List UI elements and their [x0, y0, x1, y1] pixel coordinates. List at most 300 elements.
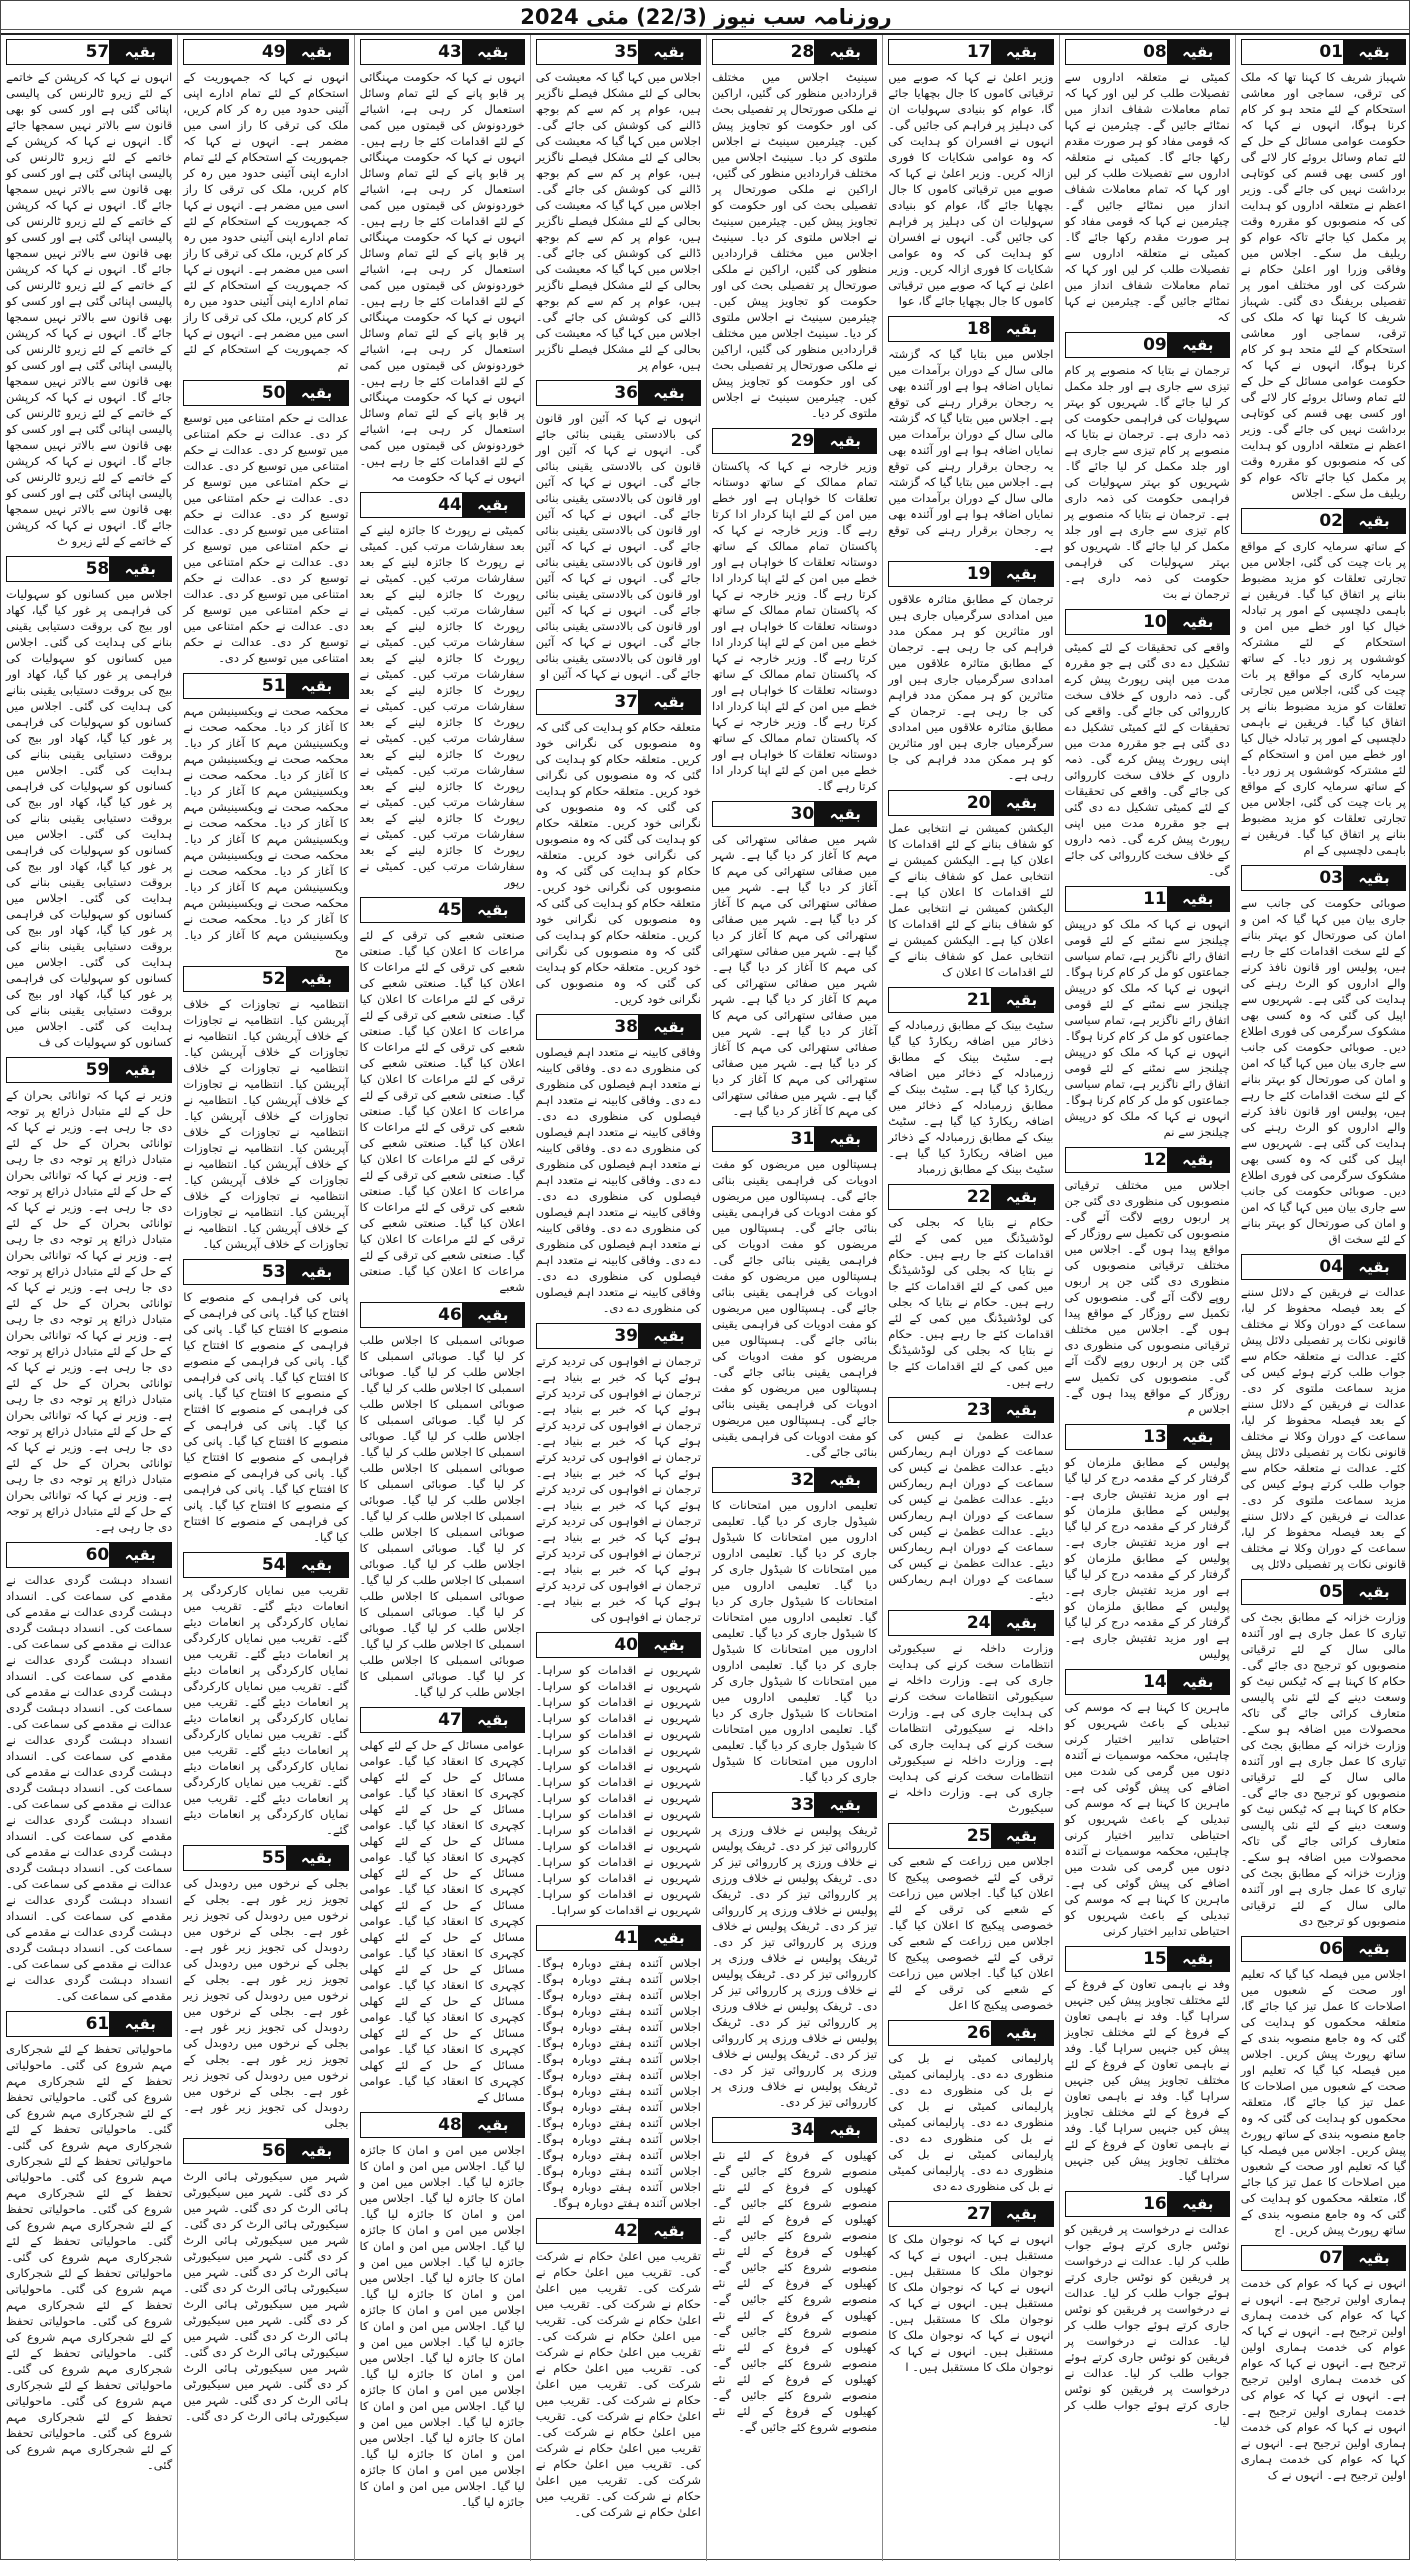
continuation-header — [536, 1925, 701, 1951]
story-text: ترجمان نے بتایا کہ منصوبے پر کام تیزی سے جاری ہے اور جلد مکمل کر لیا جائے گا۔ شہریوں کو بہتر سہولیات کی فراہمی حکومت کی ذمہ داری ہے۔ ترجمان نے بتایا کہ منصوبے پر کام تیزی سے جاری ہے اور جلد مکمل کر لیا جائے گا۔ شہریوں کو بہتر سہولیات کی فراہمی حکومت کی ذمہ داری ہے۔ ترجمان نے بتایا کہ منصوبے پر کام تیزی سے جاری ہے اور جلد مکمل کر لیا جائے گا۔ شہریوں کو بہتر سہولیات کی فراہمی حکومت کی ذمہ داری ہے۔ ترجمان نے بت — [1064, 363, 1230, 601]
story — [6, 1542, 172, 2004]
continuation-header — [183, 1259, 348, 1285]
story-text: ترجمان نے افواہوں کی تردید کرتے ہوئے کہا کہ خبر بے بنیاد ہے۔ ترجمان نے افواہوں کی تردید کرتے ہوئے کہا کہ خبر بے بنیاد ہے۔ ترجمان نے افواہوں کی تردید کرتے ہوئے کہا کہ خبر بے بنیاد ہے۔ ترجمان نے افواہوں کی تردید کرتے ہوئے کہا کہ خبر بے بنیاد ہے۔ ترجمان نے افواہوں کی تردید کرتے ہوئے کہا کہ خبر بے بنیاد ہے۔ ترجمان نے افواہوں کی تردید کرتے ہوئے کہا کہ خبر بے بنیاد ہے۔ ترجمان نے افواہوں کی تردید کرتے ہوئے کہا کہ خبر بے بنیاد ہے۔ ترجمان نے افواہوں کی تردید کرتے ہوئے کہا کہ خبر بے بنیاد ہے۔ ترجمان نے افواہوں کی — [535, 1354, 701, 1624]
continuation-header — [1065, 332, 1230, 358]
story-number — [1242, 1255, 1343, 1279]
story-number — [537, 1015, 638, 1039]
story — [1065, 332, 1230, 602]
continuation-label: بقیہ — [991, 2202, 1053, 2226]
story-number — [184, 1260, 285, 1284]
story-number-text: 40 — [614, 1635, 638, 1655]
story — [1241, 508, 1406, 858]
continuation-label: بقیہ — [286, 40, 348, 64]
story-number — [184, 1553, 285, 1577]
story-number — [1242, 40, 1343, 64]
story-number — [1066, 2192, 1167, 2216]
continuation-header — [1065, 609, 1230, 635]
continuation-label: بقیہ — [991, 1185, 1053, 1209]
continuation-label: بقیہ — [462, 898, 524, 922]
story-text: اجلاس میں فیصلہ کیا گیا کہ تعلیم اور صحت کے شعبوں میں اصلاحات کا عمل تیز کیا جائے گا، متعلقہ محکموں کو ہدایت کی گئی کہ وہ جامع منصوبہ بندی کے ساتھ رپورٹ پیش کریں۔ اجلاس میں فیصلہ کیا گیا کہ تعلیم اور صحت کے شعبوں میں اصلاحات کا عمل تیز کیا جائے گا، متعلقہ محکموں کو ہدایت کی گئی کہ وہ جامع منصوبہ بندی کے ساتھ رپورٹ پیش کریں۔ اجلاس میں فیصلہ کیا گیا کہ تعلیم اور صحت کے شعبوں میں اصلاحات کا عمل تیز کیا جائے گا، متعلقہ محکموں کو ہدایت کی گئی کہ وہ جامع منصوبہ بندی کے ساتھ رپورٹ پیش کریں۔ اج — [1240, 1967, 1406, 2237]
continuation-header — [1241, 2245, 1406, 2271]
story — [360, 39, 525, 485]
story-number-text: 22 — [966, 1187, 991, 1207]
continuation-header — [888, 1610, 1053, 1636]
story-number-text: 41 — [614, 1928, 638, 1948]
story-number — [889, 1185, 990, 1209]
continuation-label: بقیہ — [814, 1793, 876, 1817]
story — [183, 673, 348, 959]
continuation-header — [183, 673, 348, 699]
continuation-header — [712, 801, 877, 827]
story-number — [537, 1324, 638, 1348]
continuation-header — [1065, 2191, 1230, 2217]
story — [712, 1467, 877, 1785]
story-number — [361, 898, 462, 922]
story-number — [1242, 509, 1343, 533]
continuation-header — [183, 1552, 348, 1578]
continuation-header — [6, 556, 172, 582]
continuation-label: بقیہ — [1343, 1937, 1405, 1961]
continuation-header — [888, 2020, 1053, 2046]
story — [1065, 609, 1230, 879]
story-number — [889, 988, 990, 1012]
continuation-label: بقیہ — [1343, 40, 1405, 64]
continuation-header — [183, 966, 348, 992]
continuation-label: بقیہ — [286, 381, 348, 405]
continuation-label: بقیہ — [1343, 509, 1405, 533]
continuation-label: بقیہ — [991, 317, 1053, 341]
continuation-header — [536, 2218, 701, 2244]
continuation-label: بقیہ — [814, 2118, 876, 2142]
story-number — [889, 1611, 990, 1635]
story-text: شہباز شریف کا کہنا تھا کہ ملک کی ترقی، سماجی اور معاشی استحکام کے لئے متحد ہو کر کام کرنا ہوگا، انہوں نے کہا کہ حکومت عوامی مسائل کے حل کے لئے تمام وسائل بروئے کار لائے گی اور کسی بھی قسم کی کوتاہی برداشت نہیں کی جائے گی۔ وزیر اعظم نے متعلقہ اداروں کو ہدایت کی کہ منصوبوں کو مقررہ وقت پر مکمل کیا جائے تاکہ عوام کو ریلیف مل سکے۔ اجلاس میں وفاقی وزرا اور اعلیٰ حکام نے شرکت کی اور مختلف امور پر تفصیلی بریفنگ دی گئی۔ شہباز شریف کا کہنا تھا کہ ملک کی ترقی، سماجی اور معاشی استحکام کے لئے متحد ہو کر کام کرنا ہوگا، انہوں نے کہا کہ حکومت عوامی مسائل کے حل کے لئے تمام وسائل بروئے کار لائے گی اور کسی بھی قسم کی کوتاہی برداشت نہیں کی جائے گی۔ وزیر اعظم نے متعلقہ اداروں کو ہدایت کی کہ منصوبوں کو مقررہ وقت پر مکمل کیا جائے تاکہ عوام کو ریلیف مل سکے۔ اجلاس — [1240, 70, 1406, 500]
continuation-label: بقیہ — [1167, 610, 1229, 634]
story — [536, 380, 701, 682]
story-number-text: 23 — [966, 1400, 991, 1420]
story — [536, 1014, 701, 1316]
story-text: اجلاس میں کہا گیا کہ معیشت کی بحالی کے لئے مشکل فیصلے ناگزیر ہیں، عوام پر کم سے کم بوجھ ڈالنے کی کوشش کی جائے گی۔ اجلاس میں کہا گیا کہ معیشت کی بحالی کے لئے مشکل فیصلے ناگزیر ہیں، عوام پر کم سے کم بوجھ ڈالنے کی کوشش کی جائے گی۔ اجلاس میں کہا گیا کہ معیشت کی بحالی کے لئے مشکل فیصلے ناگزیر ہیں، عوام پر کم سے کم بوجھ ڈالنے کی کوشش کی جائے گی۔ اجلاس میں کہا گیا کہ معیشت کی بحالی کے لئے مشکل فیصلے ناگزیر ہیں، عوام پر کم سے کم بوجھ ڈالنے کی کوشش کی جائے گی۔ اجلاس میں کہا گیا کہ معیشت کی بحالی کے لئے مشکل فیصلے ناگزیر ہیں، عوام پر — [535, 70, 701, 372]
story-text: وزیر خارجہ نے کہا کہ پاکستان تمام ممالک کے ساتھ دوستانہ تعلقات کا خواہاں ہے اور خطے میں امن کے لئے اپنا کردار ادا کرتا رہے گا۔ وزیر خارجہ نے کہا کہ پاکستان تمام ممالک کے ساتھ دوستانہ تعلقات کا خواہاں ہے اور خطے میں امن کے لئے اپنا کردار ادا کرتا رہے گا۔ وزیر خارجہ نے کہا کہ پاکستان تمام ممالک کے ساتھ دوستانہ تعلقات کا خواہاں ہے اور خطے میں امن کے لئے اپنا کردار ادا کرتا رہے گا۔ وزیر خارجہ نے کہا کہ پاکستان تمام ممالک کے ساتھ دوستانہ تعلقات کا خواہاں ہے اور خطے میں امن کے لئے اپنا کردار ادا کرتا رہے گا۔ وزیر خارجہ نے کہا کہ پاکستان تمام ممالک کے ساتھ دوستانہ تعلقات کا خواہاں ہے اور خطے میں امن کے لئے اپنا کردار ادا کرتا رہے گا۔ — [712, 459, 878, 793]
story-number-text: 35 — [614, 42, 638, 62]
story — [536, 1632, 701, 1918]
story-text: ترجمان کے مطابق متاثرہ علاقوں میں امدادی سرگرمیاں جاری ہیں اور متاثرین کو ہر ممکن مدد فراہم کی جا رہی ہے۔ ترجمان کے مطابق متاثرہ علاقوں میں امدادی سرگرمیاں جاری ہیں اور متاثرین کو ہر ممکن مدد فراہم کی جا رہی ہے۔ ترجمان کے مطابق متاثرہ علاقوں میں امدادی سرگرمیاں جاری ہیں اور متاثرین کو ہر ممکن مدد فراہم کی جا رہی ہے۔ — [888, 592, 1054, 782]
continuation-header — [1065, 886, 1230, 912]
story-text: وزارت خزانہ کے مطابق بجٹ کی تیاری کا عمل جاری ہے اور آئندہ مالی سال کے لئے ترقیاتی منصوبوں کو ترجیح دی جائے گی۔ حکام کا کہنا ہے کہ ٹیکس نیٹ کو وسعت دینے کے لئے نئی پالیسی متعارف کرائی جائے گی تاکہ محصولات میں اضافہ ہو سکے۔ وزارت خزانہ کے مطابق بجٹ کی تیاری کا عمل جاری ہے اور آئندہ مالی سال کے لئے ترقیاتی منصوبوں کو ترجیح دی جائے گی۔ حکام کا کہنا ہے کہ ٹیکس نیٹ کو وسعت دینے کے لئے نئی پالیسی متعارف کرائی جائے گی تاکہ محصولات میں اضافہ ہو سکے۔ وزارت خزانہ کے مطابق بجٹ کی تیاری کا عمل جاری ہے اور آئندہ مالی سال کے لئے ترقیاتی منصوبوں کو ترجیح دی — [1240, 1610, 1406, 1928]
story — [183, 1845, 348, 2131]
story — [1065, 1147, 1230, 1417]
continuation-header — [1241, 1579, 1406, 1605]
continuation-header — [888, 316, 1053, 342]
column — [354, 35, 530, 2561]
story — [360, 1707, 525, 2105]
continuation-label: بقیہ — [991, 40, 1053, 64]
story — [1241, 39, 1406, 501]
story-number-text: 17 — [966, 42, 991, 62]
story-text: انہوں نے کہا کہ ملک کو درپیش چیلنجز سے نمٹنے کے لئے قومی اتفاق رائے ناگزیر ہے، تمام سیاسی جماعتوں کو مل کر کام کرنا ہوگا۔ انہوں نے کہا کہ ملک کو درپیش چیلنجز سے نمٹنے کے لئے قومی اتفاق رائے ناگزیر ہے، تمام سیاسی جماعتوں کو مل کر کام کرنا ہوگا۔ انہوں نے کہا کہ ملک کو درپیش چیلنجز سے نمٹنے کے لئے قومی اتفاق رائے ناگزیر ہے، تمام سیاسی جماعتوں کو مل کر کام کرنا ہوگا۔ انہوں نے کہا کہ ملک کو درپیش چیلنجز سے نم — [1064, 917, 1230, 1139]
continuation-label: بقیہ — [109, 40, 171, 64]
continuation-header — [1065, 1669, 1230, 1695]
story — [712, 39, 877, 421]
continuation-label: بقیہ — [638, 690, 700, 714]
story-number-text: 55 — [261, 1848, 286, 1868]
continuation-label: بقیہ — [1343, 2246, 1405, 2270]
continuation-header — [1065, 1147, 1230, 1173]
column — [1, 35, 177, 2561]
story-text: تقریب میں اعلیٰ حکام نے شرکت کی۔ تقریب میں اعلیٰ حکام نے شرکت کی۔ تقریب میں اعلیٰ حکام نے شرکت کی۔ تقریب میں اعلیٰ حکام نے شرکت کی۔ تقریب میں اعلیٰ حکام نے شرکت کی۔ تقریب میں اعلیٰ حکام نے شرکت کی۔ تقریب میں اعلیٰ حکام نے شرکت کی۔ تقریب میں اعلیٰ حکام نے شرکت کی۔ تقریب میں اعلیٰ حکام نے شرکت کی۔ تقریب میں اعلیٰ حکام نے شرکت کی۔ تقریب میں اعلیٰ حکام نے شرکت کی۔ تقریب میں اعلیٰ حکام نے شرکت کی۔ تقریب میں اعلیٰ حکام نے شرکت کی۔ تقریب میں اعلیٰ حکام نے شرکت کی۔ — [535, 2249, 701, 2519]
continuation-header — [183, 1845, 348, 1871]
continuation-label: بقیہ — [814, 1468, 876, 1492]
continuation-label: بقیہ — [638, 1015, 700, 1039]
story-number-text: 28 — [790, 42, 815, 62]
continuation-label: بقیہ — [814, 1127, 876, 1151]
story-number — [889, 317, 990, 341]
story-text: وزیر نے کہا کہ توانائی بحران کے حل کے لئے متبادل ذرائع پر توجہ دی جا رہی ہے۔ وزیر نے کہا کہ توانائی بحران کے حل کے لئے متبادل ذرائع پر توجہ دی جا رہی ہے۔ وزیر نے کہا کہ توانائی بحران کے حل کے لئے متبادل ذرائع پر توجہ دی جا رہی ہے۔ وزیر نے کہا کہ توانائی بحران کے حل کے لئے متبادل ذرائع پر توجہ دی جا رہی ہے۔ وزیر نے کہا کہ توانائی بحران کے حل کے لئے متبادل ذرائع پر توجہ دی جا رہی ہے۔ وزیر نے کہا کہ توانائی بحران کے حل کے لئے متبادل ذرائع پر توجہ دی جا رہی ہے۔ وزیر نے کہا کہ توانائی بحران کے حل کے لئے متبادل ذرائع پر توجہ دی جا رہی ہے۔ وزیر نے کہا کہ توانائی بحران کے حل کے لئے متبادل ذرائع پر توجہ دی جا رہی ہے۔ وزیر نے کہا کہ توانائی بحران کے حل کے لئے متبادل ذرائع پر توجہ دی جا رہی ہے۔ وزیر نے کہا کہ توانائی بحران کے حل کے لئے متبادل ذرائع پر توجہ دی جا رہی ہے۔ وزیر نے کہا کہ توانائی بحران کے حل کے لئے متبادل ذرائع پر توجہ دی جا رہی ہے۔ — [6, 1088, 173, 1534]
continuation-label: بقیہ — [286, 1260, 348, 1284]
story-number — [7, 1058, 109, 1082]
story — [1065, 2191, 1230, 2429]
story — [712, 428, 877, 794]
story-number-text: 38 — [614, 1017, 638, 1037]
continuation-label: بقیہ — [462, 40, 524, 64]
continuation-label: بقیہ — [638, 2219, 700, 2243]
story-number-text: 50 — [261, 383, 286, 403]
story-number-text: 36 — [614, 383, 638, 403]
continuation-label: بقیہ — [638, 381, 700, 405]
story-text: انہوں نے کہا کہ کرپشن کے خاتمے کے لئے زیرو ٹالرنس کی پالیسی اپنائی گئی ہے اور کسی کو بھی قانون سے بالاتر نہیں سمجھا جائے گا۔ انہوں نے کہا کہ کرپشن کے خاتمے کے لئے زیرو ٹالرنس کی پالیسی اپنائی گئی ہے اور کسی کو بھی قانون سے بالاتر نہیں سمجھا جائے گا۔ انہوں نے کہا کہ کرپشن کے خاتمے کے لئے زیرو ٹالرنس کی پالیسی اپنائی گئی ہے اور کسی کو بھی قانون سے بالاتر نہیں سمجھا جائے گا۔ انہوں نے کہا کہ کرپشن کے خاتمے کے لئے زیرو ٹالرنس کی پالیسی اپنائی گئی ہے اور کسی کو بھی قانون سے بالاتر نہیں سمجھا جائے گا۔ انہوں نے کہا کہ کرپشن کے خاتمے کے لئے زیرو ٹالرنس کی پالیسی اپنائی گئی ہے اور کسی کو بھی قانون سے بالاتر نہیں سمجھا جائے گا۔ انہوں نے کہا کہ کرپشن کے خاتمے کے لئے زیرو ٹالرنس کی پالیسی اپنائی گئی ہے اور کسی کو بھی قانون سے بالاتر نہیں سمجھا جائے گا۔ انہوں نے کہا کہ کرپشن کے خاتمے کے لئے زیرو ٹالرنس کی پالیسی اپنائی گئی ہے اور کسی کو بھی قانون سے بالاتر نہیں سمجھا جائے گا۔ انہوں نے کہا کہ کرپشن کے خاتمے کے لئے زیرو ٹ — [6, 70, 173, 548]
story-text: متعلقہ حکام کو ہدایت کی گئی کہ وہ منصوبوں کی نگرانی خود کریں۔ متعلقہ حکام کو ہدایت کی گئی کہ وہ منصوبوں کی نگرانی خود کریں۔ متعلقہ حکام کو ہدایت کی گئی کہ وہ منصوبوں کی نگرانی خود کریں۔ متعلقہ حکام کو ہدایت کی گئی کہ وہ منصوبوں کی نگرانی خود کریں۔ متعلقہ حکام کو ہدایت کی گئی کہ وہ منصوبوں کی نگرانی خود کریں۔ متعلقہ حکام کو ہدایت کی گئی کہ وہ منصوبوں کی نگرانی خود کریں۔ متعلقہ حکام کو ہدایت کی گئی کہ وہ منصوبوں کی نگرانی خود کریں۔ متعلقہ حکام کو ہدایت کی گئی کہ وہ منصوبوں کی نگرانی خود کریں۔ — [535, 720, 701, 1006]
continuation-label: بقیہ — [1343, 1580, 1405, 1604]
column — [530, 35, 706, 2561]
story-text: بجلی کے نرخوں میں ردوبدل کی تجویز زیر غور ہے۔ بجلی کے نرخوں میں ردوبدل کی تجویز زیر غور ہے۔ بجلی کے نرخوں میں ردوبدل کی تجویز زیر غور ہے۔ بجلی کے نرخوں میں ردوبدل کی تجویز زیر غور ہے۔ بجلی کے نرخوں میں ردوبدل کی تجویز زیر غور ہے۔ بجلی کے نرخوں میں ردوبدل کی تجویز زیر غور ہے۔ بجلی کے نرخوں میں ردوبدل کی تجویز زیر غور ہے۔ بجلی کے نرخوں میں ردوبدل کی تجویز زیر غور ہے۔ بجلی کے نرخوں میں ردوبدل کی تجویز زیر غور ہے۔ بجلی — [183, 1876, 349, 2130]
story-text: اجلاس میں بتایا گیا کہ گزشتہ مالی سال کے دوران برآمدات میں نمایاں اضافہ ہوا ہے اور آئندہ بھی یہ رجحان برقرار رہنے کی توقع ہے۔ اجلاس میں بتایا گیا کہ گزشتہ مالی سال کے دوران برآمدات میں نمایاں اضافہ ہوا ہے اور آئندہ بھی یہ رجحان برقرار رہنے کی توقع ہے۔ اجلاس میں بتایا گیا کہ گزشتہ مالی سال کے دوران برآمدات میں نمایاں اضافہ ہوا ہے اور آئندہ بھی یہ رجحان برقرار رہنے کی توقع ہے۔ — [888, 347, 1054, 553]
story — [888, 2020, 1053, 2194]
story-number — [713, 40, 814, 64]
story — [1065, 886, 1230, 1140]
story-text: شہر میں صفائی ستھرائی کی مہم کا آغاز کر دیا گیا ہے۔ شہر میں صفائی ستھرائی کی مہم کا آغاز کر دیا گیا ہے۔ شہر میں صفائی ستھرائی کی مہم کا آغاز کر دیا گیا ہے۔ شہر میں صفائی ستھرائی کی مہم کا آغاز کر دیا گیا ہے۔ شہر میں صفائی ستھرائی کی مہم کا آغاز کر دیا گیا ہے۔ شہر میں صفائی ستھرائی کی مہم کا آغاز کر دیا گیا ہے۔ شہر میں صفائی ستھرائی کی مہم کا آغاز کر دیا گیا ہے۔ شہر میں صفائی ستھرائی کی مہم کا آغاز کر دیا گیا ہے۔ شہر میں صفائی ستھرائی کی مہم کا آغاز کر دیا گیا ہے۔ شہر میں صفائی ستھرائی کی مہم کا آغاز کر دیا گیا ہے۔ — [712, 832, 878, 1118]
story-text: سٹیٹ بینک کے مطابق زرمبادلہ کے ذخائر میں اضافہ ریکارڈ کیا گیا ہے۔ سٹیٹ بینک کے مطابق زرمبادلہ کے ذخائر میں اضافہ ریکارڈ کیا گیا ہے۔ سٹیٹ بینک کے مطابق زرمبادلہ کے ذخائر میں اضافہ ریکارڈ کیا گیا ہے۔ سٹیٹ بینک کے مطابق زرمبادلہ کے ذخائر میں اضافہ ریکارڈ کیا گیا ہے۔ سٹیٹ بینک کے مطابق زرمباد — [888, 1018, 1054, 1176]
story-number — [1066, 1148, 1167, 1172]
story-text: کمیٹی نے رپورٹ کا جائزہ لینے کے بعد سفارشات مرتب کیں۔ کمیٹی نے رپورٹ کا جائزہ لینے کے بعد سفارشات مرتب کیں۔ کمیٹی نے رپورٹ کا جائزہ لینے کے بعد سفارشات مرتب کیں۔ کمیٹی نے رپورٹ کا جائزہ لینے کے بعد سفارشات مرتب کیں۔ کمیٹی نے رپورٹ کا جائزہ لینے کے بعد سفارشات مرتب کیں۔ کمیٹی نے رپورٹ کا جائزہ لینے کے بعد سفارشات مرتب کیں۔ کمیٹی نے رپورٹ کا جائزہ لینے کے بعد سفارشات مرتب کیں۔ کمیٹی نے رپورٹ کا جائزہ لینے کے بعد سفارشات مرتب کیں۔ کمیٹی نے رپورٹ کا جائزہ لینے کے بعد سفارشات مرتب کیں۔ کمیٹی نے رپورٹ کا جائزہ لینے کے بعد سفارشات مرتب کیں۔ کمیٹی نے رپورٹ کا جائزہ لینے کے بعد سفارشات مرتب کیں۔ کمیٹی نے رپور — [359, 523, 525, 889]
story-number — [713, 2118, 814, 2142]
story — [888, 790, 1053, 980]
continuation-label: بقیہ — [1167, 887, 1229, 911]
story-text: کے ساتھ سرمایہ کاری کے مواقع پر بات چیت کی گئی، اجلاس میں تجارتی تعلقات کو مزید مضبوط بنانے پر اتفاق کیا گیا۔ فریقین نے باہمی دلچسپی کے امور پر تبادلہ خیال کیا اور خطے میں امن و استحکام کے لئے مشترکہ کوششوں پر زور دیا۔ کے ساتھ سرمایہ کاری کے مواقع پر بات چیت کی گئی، اجلاس میں تجارتی تعلقات کو مزید مضبوط بنانے پر اتفاق کیا گیا۔ فریقین نے باہمی دلچسپی کے امور پر تبادلہ خیال کیا اور خطے میں امن و استحکام کے لئے مشترکہ کوششوں پر زور دیا۔ کے ساتھ سرمایہ کاری کے مواقع پر بات چیت کی گئی، اجلاس میں تجارتی تعلقات کو مزید مضبوط بنانے پر اتفاق کیا گیا۔ فریقین نے باہمی دلچسپی کے ام — [1240, 539, 1406, 857]
story-text: تعلیمی اداروں میں امتحانات کا شیڈول جاری کر دیا گیا۔ تعلیمی اداروں میں امتحانات کا شیڈول جاری کر دیا گیا۔ تعلیمی اداروں میں امتحانات کا شیڈول جاری کر دیا گیا۔ تعلیمی اداروں میں امتحانات کا شیڈول جاری کر دیا گیا۔ تعلیمی اداروں میں امتحانات کا شیڈول جاری کر دیا گیا۔ تعلیمی اداروں میں امتحانات کا شیڈول جاری کر دیا گیا۔ تعلیمی اداروں میں امتحانات کا شیڈول جاری کر دیا گیا۔ تعلیمی اداروں میں امتحانات کا شیڈول جاری کر دیا گیا۔ تعلیمی اداروں میں امتحانات کا شیڈول جاری کر دیا گیا۔ تعلیمی اداروں میں امتحانات کا شیڈول جاری کر دیا گیا۔ — [712, 1498, 878, 1784]
story-number-text: 24 — [966, 1613, 991, 1633]
continuation-header — [1241, 1254, 1406, 1280]
story-number — [184, 2139, 285, 2163]
story-text: اجلاس میں مختلف ترقیاتی منصوبوں کی منظوری دی گئی جن پر اربوں روپے لاگت آئے گی۔ منصوبوں کی تکمیل سے روزگار کے مواقع پیدا ہوں گے۔ اجلاس میں مختلف ترقیاتی منصوبوں کی منظوری دی گئی جن پر اربوں روپے لاگت آئے گی۔ منصوبوں کی تکمیل سے روزگار کے مواقع پیدا ہوں گے۔ اجلاس میں مختلف ترقیاتی منصوبوں کی منظوری دی گئی جن پر اربوں روپے لاگت آئے گی۔ منصوبوں کی تکمیل سے روزگار کے مواقع پیدا ہوں گے۔ اجلاس م — [1064, 1178, 1230, 1416]
story-number-text: 60 — [85, 1545, 110, 1565]
story-text: حکام نے بتایا کہ بجلی کی لوڈشیڈنگ میں کمی کے لئے اقدامات کئے جا رہے ہیں۔ حکام نے بتایا کہ بجلی کی لوڈشیڈنگ میں کمی کے لئے اقدامات کئے جا رہے ہیں۔ حکام نے بتایا کہ بجلی کی لوڈشیڈنگ میں کمی کے لئے اقدامات کئے جا رہے ہیں۔ حکام نے بتایا کہ بجلی کی لوڈشیڈنگ میں کمی کے لئے اقدامات کئے جا رہے ہیں۔ — [888, 1215, 1054, 1389]
continuation-header — [360, 1707, 525, 1733]
story-number — [361, 2113, 462, 2137]
story-number — [7, 1543, 109, 1567]
story-number-text: 03 — [1319, 868, 1343, 888]
continuation-label: بقیہ — [814, 429, 876, 453]
continuation-header — [183, 2138, 348, 2164]
continuation-header — [6, 2011, 172, 2037]
story-number — [713, 802, 814, 826]
continuation-label: بقیہ — [109, 1058, 171, 1082]
story-number — [889, 1824, 990, 1848]
story-number-text: 30 — [790, 804, 815, 824]
story — [183, 1552, 348, 1838]
story-text: شہریوں نے اقدامات کو سراہا۔ شہریوں نے اقدامات کو سراہا۔ شہریوں نے اقدامات کو سراہا۔ شہریوں نے اقدامات کو سراہا۔ شہریوں نے اقدامات کو سراہا۔ شہریوں نے اقدامات کو سراہا۔ شہریوں نے اقدامات کو سراہا۔ شہریوں نے اقدامات کو سراہا۔ شہریوں نے اقدامات کو سراہا۔ شہریوں نے اقدامات کو سراہا۔ شہریوں نے اقدامات کو سراہا۔ شہریوں نے اقدامات کو سراہا۔ شہریوں نے اقدامات کو سراہا۔ شہریوں نے اقدامات کو سراہا۔ شہریوں نے اقدامات کو سراہا۔ شہریوں نے اقدامات کو سراہا۔ — [535, 1663, 701, 1917]
story-number — [1242, 2246, 1343, 2270]
story-number — [889, 40, 990, 64]
story-number — [1066, 1947, 1167, 1971]
continuation-label: بقیہ — [286, 967, 348, 991]
story-number-text: 08 — [1143, 42, 1167, 62]
continuation-header — [360, 1302, 525, 1328]
continuation-header — [1065, 1424, 1230, 1450]
story — [6, 39, 172, 549]
story-number-text: 29 — [790, 431, 815, 451]
continuation-label: بقیہ — [462, 1708, 524, 1732]
story-number-text: 20 — [966, 793, 991, 813]
continuation-header — [888, 790, 1053, 816]
story — [1241, 1936, 1406, 2238]
masthead-rule — [1, 29, 1410, 30]
continuation-header — [536, 39, 701, 65]
continuation-header — [536, 1632, 701, 1658]
story-number-text: 16 — [1143, 2194, 1167, 2214]
story-number-text: 45 — [438, 900, 462, 920]
story-number — [184, 674, 285, 698]
story-number-text: 58 — [85, 559, 110, 579]
story-text: ٹریفک پولیس نے خلاف ورزی پر کارروائی تیز کر دی۔ ٹریفک پولیس نے خلاف ورزی پر کارروائی تیز کر دی۔ ٹریفک پولیس نے خلاف ورزی پر کارروائی تیز کر دی۔ ٹریفک پولیس نے خلاف ورزی پر کارروائی تیز کر دی۔ ٹریفک پولیس نے خلاف ورزی پر کارروائی تیز کر دی۔ ٹریفک پولیس نے خلاف ورزی پر کارروائی تیز کر دی۔ ٹریفک پولیس نے خلاف ورزی پر کارروائی تیز کر دی۔ ٹریفک پولیس نے خلاف ورزی پر کارروائی تیز کر دی۔ ٹریفک پولیس نے خلاف ورزی پر کارروائی تیز کر دی۔ ٹریفک پولیس نے خلاف ورزی پر کارروائی تیز کر دی۔ ٹریفک پولیس نے خلاف ورزی پر کارروائی تیز کر دی۔ — [712, 1823, 878, 2109]
story-text: ماحولیاتی تحفظ کے لئے شجرکاری مہم شروع کی گئی۔ ماحولیاتی تحفظ کے لئے شجرکاری مہم شروع کی گئی۔ ماحولیاتی تحفظ کے لئے شجرکاری مہم شروع کی گئی۔ ماحولیاتی تحفظ کے لئے شجرکاری مہم شروع کی گئی۔ ماحولیاتی تحفظ کے لئے شجرکاری مہم شروع کی گئی۔ ماحولیاتی تحفظ کے لئے شجرکاری مہم شروع کی گئی۔ ماحولیاتی تحفظ کے لئے شجرکاری مہم شروع کی گئی۔ ماحولیاتی تحفظ کے لئے شجرکاری مہم شروع کی گئی۔ ماحولیاتی تحفظ کے لئے شجرکاری مہم شروع کی گئی۔ ماحولیاتی تحفظ کے لئے شجرکاری مہم شروع کی گئی۔ ماحولیاتی تحفظ کے لئے شجرکاری مہم شروع کی گئی۔ ماحولیاتی تحفظ کے لئے شجرکاری مہم شروع کی گئی۔ ماحولیاتی تحفظ کے لئے شجرکاری مہم شروع کی گئی۔ ماحولیاتی تحفظ کے لئے شجرکاری مہم شروع کی گئی۔ ماحولیاتی تحفظ کے لئے شجرکاری مہم شروع کی گئی۔ — [6, 2042, 173, 2472]
story — [888, 316, 1053, 554]
story-text: الیکشن کمیشن نے انتخابی عمل کو شفاف بنانے کے لئے اقدامات کا اعلان کیا ہے۔ الیکشن کمیشن نے انتخابی عمل کو شفاف بنانے کے لئے اقدامات کا اعلان کیا ہے۔ الیکشن کمیشن نے انتخابی عمل کو شفاف بنانے کے لئے اقدامات کا اعلان کیا ہے۔ الیکشن کمیشن نے انتخابی عمل کو شفاف بنانے کے لئے اقدامات کا اعلان ک — [888, 821, 1054, 979]
story — [183, 2138, 348, 2424]
story-number-text: 47 — [438, 1710, 462, 1730]
story-text: پارلیمانی کمیٹی نے بل کی منظوری دے دی۔ پارلیمانی کمیٹی نے بل کی منظوری دے دی۔ پارلیمانی کمیٹی نے بل کی منظوری دے دی۔ پارلیمانی کمیٹی نے بل کی منظوری دے دی۔ پارلیمانی کمیٹی نے بل کی منظوری دے دی۔ پارلیمانی کمیٹی نے بل کی منظوری دے دی — [888, 2051, 1054, 2193]
story-text: ماہرین کا کہنا ہے کہ موسم کی تبدیلی کے باعث شہریوں کو احتیاطی تدابیر اختیار کرنی چاہئیں، محکمہ موسمیات نے آئندہ دنوں میں گرمی کی شدت میں اضافے کی پیش گوئی کی ہے۔ ماہرین کا کہنا ہے کہ موسم کی تبدیلی کے باعث شہریوں کو احتیاطی تدابیر اختیار کرنی چاہئیں، محکمہ موسمیات نے آئندہ دنوں میں گرمی کی شدت میں اضافے کی پیش گوئی کی ہے۔ ماہرین کا کہنا ہے کہ موسم کی تبدیلی کے باعث شہریوں کو احتیاطی تدابیر اختیار کرنی — [1064, 1700, 1230, 1938]
continuation-header — [888, 1184, 1053, 1210]
story-text: تقریب میں نمایاں کارکردگی پر انعامات دیئے گئے۔ تقریب میں نمایاں کارکردگی پر انعامات دیئے گئے۔ تقریب میں نمایاں کارکردگی پر انعامات دیئے گئے۔ تقریب میں نمایاں کارکردگی پر انعامات دیئے گئے۔ تقریب میں نمایاں کارکردگی پر انعامات دیئے گئے۔ تقریب میں نمایاں کارکردگی پر انعامات دیئے گئے۔ تقریب میں نمایاں کارکردگی پر انعامات دیئے گئے۔ تقریب میں نمایاں کارکردگی پر انعامات دیئے گئے۔ تقریب میں نمایاں کارکردگی پر انعامات دیئے گئے۔ تقریب میں نمایاں کارکردگی پر انعامات دیئے گئے۔ — [183, 1583, 349, 1837]
continuation-label: بقیہ — [109, 557, 171, 581]
story-text: واقعے کی تحقیقات کے لئے کمیٹی تشکیل دے دی گئی ہے جو مقررہ مدت میں اپنی رپورٹ پیش کرے گی۔ ذمہ داروں کے خلاف سخت کارروائی کی جائے گی۔ واقعے کی تحقیقات کے لئے کمیٹی تشکیل دے دی گئی ہے جو مقررہ مدت میں اپنی رپورٹ پیش کرے گی۔ ذمہ داروں کے خلاف سخت کارروائی کی جائے گی۔ واقعے کی تحقیقات کے لئے کمیٹی تشکیل دے دی گئی ہے جو مقررہ مدت میں اپنی رپورٹ پیش کرے گی۔ ذمہ داروں کے خلاف سخت کارروائی کی جائے گی۔ — [1064, 640, 1230, 878]
story-number-text: 61 — [85, 2014, 110, 2034]
story — [6, 1057, 172, 1535]
story — [6, 556, 172, 1050]
story-text: صوبائی اسمبلی کا اجلاس طلب کر لیا گیا۔ صوبائی اسمبلی کا اجلاس طلب کر لیا گیا۔ صوبائی اسمبلی کا اجلاس طلب کر لیا گیا۔ صوبائی اسمبلی کا اجلاس طلب کر لیا گیا۔ صوبائی اسمبلی کا اجلاس طلب کر لیا گیا۔ صوبائی اسمبلی کا اجلاس طلب کر لیا گیا۔ صوبائی اسمبلی کا اجلاس طلب کر لیا گیا۔ صوبائی اسمبلی کا اجلاس طلب کر لیا گیا۔ صوبائی اسمبلی کا اجلاس طلب کر لیا گیا۔ صوبائی اسمبلی کا اجلاس طلب کر لیا گیا۔ صوبائی اسمبلی کا اجلاس طلب کر لیا گیا۔ صوبائی اسمبلی کا اجلاس طلب کر لیا گیا۔ صوبائی اسمبلی کا اجلاس طلب کر لیا گیا۔ صوبائی اسمبلی کا اجلاس طلب کر لیا گیا۔ صوبائی اسمبلی کا اجلاس طلب کر لیا گیا۔ صوبائی اسمبلی کا اجلاس طلب کر لیا گیا۔ صوبائی اسمبلی کا اجلاس طلب کر لیا گیا۔ — [359, 1333, 525, 1699]
continuation-header — [888, 1823, 1053, 1849]
column — [1235, 35, 1410, 2561]
continuation-label: بقیہ — [991, 988, 1053, 1012]
story-number-text: 21 — [966, 990, 991, 1010]
column — [177, 35, 353, 2561]
story — [536, 1323, 701, 1625]
columns-container — [1, 35, 1410, 2561]
story-number-text: 12 — [1143, 1150, 1167, 1170]
story — [360, 2112, 525, 2510]
story-number — [1066, 610, 1167, 634]
story — [360, 1302, 525, 1700]
story-number-text: 10 — [1143, 612, 1167, 632]
story-number — [889, 2021, 990, 2045]
continuation-label: بقیہ — [1167, 40, 1229, 64]
story-number — [537, 1633, 638, 1657]
continuation-label: بقیہ — [991, 1611, 1053, 1635]
story-text: اجلاس میں کسانوں کو سہولیات کی فراہمی پر غور کیا گیا، کھاد اور بیج کی بروقت دستیابی یقینی بنانے کی ہدایت کی گئی۔ اجلاس میں کسانوں کو سہولیات کی فراہمی پر غور کیا گیا، کھاد اور بیج کی بروقت دستیابی یقینی بنانے کی ہدایت کی گئی۔ اجلاس میں کسانوں کو سہولیات کی فراہمی پر غور کیا گیا، کھاد اور بیج کی بروقت دستیابی یقینی بنانے کی ہدایت کی گئی۔ اجلاس میں کسانوں کو سہولیات کی فراہمی پر غور کیا گیا، کھاد اور بیج کی بروقت دستیابی یقینی بنانے کی ہدایت کی گئی۔ اجلاس میں کسانوں کو سہولیات کی فراہمی پر غور کیا گیا، کھاد اور بیج کی بروقت دستیابی یقینی بنانے کی ہدایت کی گئی۔ اجلاس میں کسانوں کو سہولیات کی فراہمی پر غور کیا گیا، کھاد اور بیج کی بروقت دستیابی یقینی بنانے کی ہدایت کی گئی۔ اجلاس میں کسانوں کو سہولیات کی فراہمی پر غور کیا گیا، کھاد اور بیج کی بروقت دستیابی یقینی بنانے کی ہدایت کی گئی۔ اجلاس میں کسانوں کو سہولیات کی ف — [6, 587, 173, 1049]
story — [1241, 1579, 1406, 1929]
story — [888, 39, 1053, 309]
story-number-text: 27 — [966, 2204, 991, 2224]
story — [183, 380, 348, 666]
continuation-header — [1241, 1936, 1406, 1962]
story-number-text: 04 — [1319, 1257, 1343, 1277]
story-number-text: 59 — [85, 1060, 110, 1080]
story — [183, 1259, 348, 1545]
story-number-text: 09 — [1143, 335, 1167, 355]
continuation-header — [888, 987, 1053, 1013]
story-number — [537, 1926, 638, 1950]
continuation-label: بقیہ — [991, 2021, 1053, 2045]
story-number — [7, 40, 109, 64]
story — [712, 1126, 877, 1460]
story — [888, 561, 1053, 783]
story-number — [713, 1127, 814, 1151]
continuation-label: بقیہ — [286, 2139, 348, 2163]
continuation-label: بقیہ — [991, 1398, 1053, 1422]
story-number — [184, 1846, 285, 1870]
story-text: عدالت عظمیٰ نے کیس کی سماعت کے دوران اہم ریمارکس دیئے۔ عدالت عظمیٰ نے کیس کی سماعت کے دوران اہم ریمارکس دیئے۔ عدالت عظمیٰ نے کیس کی سماعت کے دوران اہم ریمارکس دیئے۔ عدالت عظمیٰ نے کیس کی سماعت کے دوران اہم ریمارکس دیئے۔ عدالت عظمیٰ نے کیس کی سماعت کے دوران اہم ریمارکس دیئے۔ — [888, 1428, 1054, 1602]
story-number — [361, 40, 462, 64]
continuation-header — [888, 39, 1053, 65]
story-text: انہوں نے کہا کہ آئین اور قانون کی بالادستی یقینی بنائی جائے گی۔ انہوں نے کہا کہ آئین اور قانون کی بالادستی یقینی بنائی جائے گی۔ انہوں نے کہا کہ آئین اور قانون کی بالادستی یقینی بنائی جائے گی۔ انہوں نے کہا کہ آئین اور قانون کی بالادستی یقینی بنائی جائے گی۔ انہوں نے کہا کہ آئین اور قانون کی بالادستی یقینی بنائی جائے گی۔ انہوں نے کہا کہ آئین اور قانون کی بالادستی یقینی بنائی جائے گی۔ انہوں نے کہا کہ آئین اور قانون کی بالادستی یقینی بنائی جائے گی۔ انہوں نے کہا کہ آئین اور قانون کی بالادستی یقینی بنائی جائے گی۔ انہوں نے کہا کہ آئین او — [535, 411, 701, 681]
story-number — [7, 2012, 109, 2036]
story-number-text: 39 — [614, 1326, 638, 1346]
story-text: عدالت نے حکم امتناعی میں توسیع کر دی۔ عدالت نے حکم امتناعی میں توسیع کر دی۔ عدالت نے حکم امتناعی میں توسیع کر دی۔ عدالت نے حکم امتناعی میں توسیع کر دی۔ عدالت نے حکم امتناعی میں توسیع کر دی۔ عدالت نے حکم امتناعی میں توسیع کر دی۔ عدالت نے حکم امتناعی میں توسیع کر دی۔ عدالت نے حکم امتناعی میں توسیع کر دی۔ عدالت نے حکم امتناعی میں توسیع کر دی۔ عدالت نے حکم امتناعی میں توسیع کر دی۔ عدالت نے حکم امتناعی میں توسیع کر دی۔ عدالت نے حکم امتناعی میں توسیع کر دی۔ — [183, 411, 349, 665]
continuation-header — [183, 380, 348, 406]
story — [712, 2117, 877, 2435]
continuation-label: بقیہ — [286, 674, 348, 698]
story-number-text: 14 — [1143, 1672, 1167, 1692]
story-text: عوامی مسائل کے حل کے لئے کھلی کچہری کا انعقاد کیا گیا۔ عوامی مسائل کے حل کے لئے کھلی کچہری کا انعقاد کیا گیا۔ عوامی مسائل کے حل کے لئے کھلی کچہری کا انعقاد کیا گیا۔ عوامی مسائل کے حل کے لئے کھلی کچہری کا انعقاد کیا گیا۔ عوامی مسائل کے حل کے لئے کھلی کچہری کا انعقاد کیا گیا۔ عوامی مسائل کے حل کے لئے کھلی کچہری کا انعقاد کیا گیا۔ عوامی مسائل کے حل کے لئے کھلی کچہری کا انعقاد کیا گیا۔ عوامی مسائل کے حل کے لئے کھلی کچہری کا انعقاد کیا گیا۔ عوامی مسائل کے حل کے لئے کھلی کچہری کا انعقاد کیا گیا۔ عوامی مسائل کے حل کے لئے کھلی کچہری کا انعقاد کیا گیا۔ عوامی مسائل کے حل کے لئے کھلی کچہری کا انعقاد کیا گیا۔ عوامی مسائل کے — [359, 1738, 525, 2104]
continuation-label: بقیہ — [1167, 2192, 1229, 2216]
continuation-header — [360, 39, 525, 65]
continuation-label: بقیہ — [1343, 866, 1405, 890]
story — [1065, 1669, 1230, 1939]
continuation-header — [536, 1323, 701, 1349]
story — [1065, 39, 1230, 325]
story-number — [889, 562, 990, 586]
story-number-text: 53 — [261, 1262, 286, 1282]
story-number — [184, 40, 285, 64]
story-number-text: 42 — [614, 2221, 638, 2241]
continuation-header — [712, 1792, 877, 1818]
continuation-header — [536, 1014, 701, 1040]
continuation-label: بقیہ — [1167, 1148, 1229, 1172]
continuation-header — [536, 380, 701, 406]
continuation-label: بقیہ — [814, 802, 876, 826]
continuation-label: بقیہ — [991, 1824, 1053, 1848]
story-number-text: 02 — [1319, 511, 1343, 531]
story-number — [7, 557, 109, 581]
continuation-header — [360, 492, 525, 518]
story-number-text: 46 — [438, 1305, 462, 1325]
story-number — [1242, 866, 1343, 890]
continuation-header — [360, 2112, 525, 2138]
continuation-header — [183, 39, 348, 65]
continuation-label: بقیہ — [462, 1303, 524, 1327]
story-number — [184, 967, 285, 991]
story — [536, 39, 701, 373]
story-text: اجلاس میں زراعت کے شعبے کی ترقی کے لئے خصوصی پیکیج کا اعلان کیا گیا۔ اجلاس میں زراعت کے شعبے کی ترقی کے لئے خصوصی پیکیج کا اعلان کیا گیا۔ اجلاس میں زراعت کے شعبے کی ترقی کے لئے خصوصی پیکیج کا اعلان کیا گیا۔ اجلاس میں زراعت کے شعبے کی ترقی کے لئے خصوصی پیکیج کا اعل — [888, 1854, 1054, 2012]
story — [536, 2218, 701, 2520]
continuation-header — [536, 689, 701, 715]
story-number-text: 52 — [261, 969, 286, 989]
continuation-header — [1241, 39, 1406, 65]
continuation-header — [888, 1397, 1053, 1423]
continuation-header — [360, 897, 525, 923]
continuation-label: بقیہ — [286, 1846, 348, 1870]
story — [536, 689, 701, 1007]
continuation-header — [1241, 865, 1406, 891]
story-number-text: 05 — [1319, 1582, 1343, 1602]
story-number-text: 48 — [438, 2115, 462, 2135]
continuation-label: بقیہ — [1167, 1947, 1229, 1971]
story-number — [889, 791, 990, 815]
story-number — [1066, 887, 1167, 911]
story-number-text: 13 — [1143, 1427, 1167, 1447]
story-text: شہر میں سیکیورٹی ہائی الرٹ کر دی گئی۔ شہر میں سیکیورٹی ہائی الرٹ کر دی گئی۔ شہر میں سیکیورٹی ہائی الرٹ کر دی گئی۔ شہر میں سیکیورٹی ہائی الرٹ کر دی گئی۔ شہر میں سیکیورٹی ہائی الرٹ کر دی گئی۔ شہر میں سیکیورٹی ہائی الرٹ کر دی گئی۔ شہر میں سیکیورٹی ہائی الرٹ کر دی گئی۔ شہر میں سیکیورٹی ہائی الرٹ کر دی گئی۔ شہر میں سیکیورٹی ہائی الرٹ کر دی گئی۔ شہر میں سیکیورٹی ہائی الرٹ کر دی گئی۔ شہر میں سیکیورٹی ہائی الرٹ کر دی گئی۔ شہر میں سیکیورٹی ہائی الرٹ کر دی گئی۔ — [183, 2169, 349, 2423]
story — [888, 987, 1053, 1177]
continuation-header — [712, 1467, 877, 1493]
continuation-label: بقیہ — [1167, 1425, 1229, 1449]
story-text: انتظامیہ نے تجاوزات کے خلاف آپریشن کیا۔ انتظامیہ نے تجاوزات کے خلاف آپریشن کیا۔ انتظامیہ نے تجاوزات کے خلاف آپریشن کیا۔ انتظامیہ نے تجاوزات کے خلاف آپریشن کیا۔ انتظامیہ نے تجاوزات کے خلاف آپریشن کیا۔ انتظامیہ نے تجاوزات کے خلاف آپریشن کیا۔ انتظامیہ نے تجاوزات کے خلاف آپریشن کیا۔ انتظامیہ نے تجاوزات کے خلاف آپریشن کیا۔ انتظامیہ نے تجاوزات کے خلاف آپریشن کیا۔ انتظامیہ نے تجاوزات کے خلاف آپریشن کیا۔ انتظامیہ نے تجاوزات کے خلاف آپریشن کیا۔ انتظامیہ نے تجاوزات کے خلاف آپریشن کیا۔ — [183, 997, 349, 1251]
story-number-text: 56 — [261, 2141, 286, 2161]
story-number — [1066, 1670, 1167, 1694]
story-number-text: 18 — [966, 319, 991, 339]
continuation-label: بقیہ — [638, 1633, 700, 1657]
story-text: عدالت نے فریقین کے دلائل سننے کے بعد فیصلہ محفوظ کر لیا، سماعت کے دوران وکلا نے مختلف قانونی نکات پر تفصیلی دلائل پیش کئے۔ عدالت نے متعلقہ حکام سے جواب طلب کرتے ہوئے کیس کی مزید سماعت ملتوی کر دی۔ عدالت نے فریقین کے دلائل سننے کے بعد فیصلہ محفوظ کر لیا، سماعت کے دوران وکلا نے مختلف قانونی نکات پر تفصیلی دلائل پیش کئے۔ عدالت نے متعلقہ حکام سے جواب طلب کرتے ہوئے کیس کی مزید سماعت ملتوی کر دی۔ عدالت نے فریقین کے دلائل سننے کے بعد فیصلہ محفوظ کر لیا، سماعت کے دوران وکلا نے مختلف قانونی نکات پر تفصیلی دلائل پی — [1240, 1285, 1406, 1571]
story-text: اجلاس میں امن و امان کا جائزہ لیا گیا۔ اجلاس میں امن و امان کا جائزہ لیا گیا۔ اجلاس میں امن و امان کا جائزہ لیا گیا۔ اجلاس میں امن و امان کا جائزہ لیا گیا۔ اجلاس میں امن و امان کا جائزہ لیا گیا۔ اجلاس میں امن و امان کا جائزہ لیا گیا۔ اجلاس میں امن و امان کا جائزہ لیا گیا۔ اجلاس میں امن و امان کا جائزہ لیا گیا۔ اجلاس میں امن و امان کا جائزہ لیا گیا۔ اجلاس میں امن و امان کا جائزہ لیا گیا۔ اجلاس میں امن و امان کا جائزہ لیا گیا۔ اجلاس میں امن و امان کا جائزہ لیا گیا۔ اجلاس میں امن و امان کا جائزہ لیا گیا۔ اجلاس میں امن و امان کا جائزہ لیا گیا۔ اجلاس میں امن و امان کا جائزہ لیا گیا۔ اجلاس میں امن و امان کا جائزہ لیا گیا۔ اجلاس میں امن و امان کا جائزہ لیا گیا۔ اجلاس میں امن و امان کا جائزہ لیا گیا۔ — [359, 2143, 525, 2509]
continuation-header — [1065, 39, 1230, 65]
story — [183, 966, 348, 1252]
story-number-text: 54 — [261, 1555, 286, 1575]
continuation-label: بقیہ — [638, 1926, 700, 1950]
story-number — [537, 381, 638, 405]
story-number — [361, 1708, 462, 1732]
story-text: وزارت داخلہ نے سیکیورٹی انتظامات سخت کرنے کی ہدایت جاری کی ہے۔ وزارت داخلہ نے سیکیورٹی انتظامات سخت کرنے کی ہدایت جاری کی ہے۔ وزارت داخلہ نے سیکیورٹی انتظامات سخت کرنے کی ہدایت جاری کی ہے۔ وزارت داخلہ نے سیکیورٹی انتظامات سخت کرنے کی ہدایت جاری کی ہے۔ وزارت داخلہ نے سیکیورٹ — [888, 1641, 1054, 1815]
story — [888, 2201, 1053, 2375]
story-number-text: 25 — [966, 1826, 991, 1846]
story — [6, 2011, 172, 2473]
story-text: صوبائی حکومت کی جانب سے جاری بیان میں کہا گیا کہ امن و امان کی صورتحال کو بہتر بنانے کے لئے سخت اقدامات کئے جا رہے ہیں، پولیس اور قانون نافذ کرنے والے اداروں کو الرٹ رہنے کی ہدایت کی گئی ہے۔ شہریوں سے اپیل کی گئی کہ وہ کسی بھی مشکوک سرگرمی کی فوری اطلاع دیں۔ صوبائی حکومت کی جانب سے جاری بیان میں کہا گیا کہ امن و امان کی صورتحال کو بہتر بنانے کے لئے سخت اقدامات کئے جا رہے ہیں، پولیس اور قانون نافذ کرنے والے اداروں کو الرٹ رہنے کی ہدایت کی گئی ہے۔ شہریوں سے اپیل کی گئی کہ وہ کسی بھی مشکوک سرگرمی کی فوری اطلاع دیں۔ صوبائی حکومت کی جانب سے جاری بیان میں کہا گیا کہ امن و امان کی صورتحال کو بہتر بنانے کے لئے سخت اق — [1240, 896, 1406, 1246]
column — [706, 35, 882, 2561]
story-text: عدالت نے درخواست پر فریقین کو نوٹس جاری کرتے ہوئے جواب طلب کر لیا۔ عدالت نے درخواست پر فریقین کو نوٹس جاری کرتے ہوئے جواب طلب کر لیا۔ عدالت نے درخواست پر فریقین کو نوٹس جاری کرتے ہوئے جواب طلب کر لیا۔ عدالت نے درخواست پر فریقین کو نوٹس جاری کرتے ہوئے جواب طلب کر لیا۔ عدالت نے درخواست پر فریقین کو نوٹس جاری کرتے ہوئے جواب طلب کر لیا۔ — [1064, 2222, 1230, 2428]
continuation-label: بقیہ — [991, 562, 1053, 586]
story-text: صنعتی شعبے کی ترقی کے لئے مراعات کا اعلان کیا گیا۔ صنعتی شعبے کی ترقی کے لئے مراعات کا اعلان کیا گیا۔ صنعتی شعبے کی ترقی کے لئے مراعات کا اعلان کیا گیا۔ صنعتی شعبے کی ترقی کے لئے مراعات کا اعلان کیا گیا۔ صنعتی شعبے کی ترقی کے لئے مراعات کا اعلان کیا گیا۔ صنعتی شعبے کی ترقی کے لئے مراعات کا اعلان کیا گیا۔ صنعتی شعبے کی ترقی کے لئے مراعات کا اعلان کیا گیا۔ صنعتی شعبے کی ترقی کے لئے مراعات کا اعلان کیا گیا۔ صنعتی شعبے کی ترقی کے لئے مراعات کا اعلان کیا گیا۔ صنعتی شعبے کی ترقی کے لئے مراعات کا اعلان کیا گیا۔ صنعتی شعبے کی ترقی کے لئے مراعات کا اعلان کیا گیا۔ صنعتی شعبے کی ترقی کے لئے مراعات کا اعلان کیا گیا۔ صنعتی شعبے کی ترقی کے لئے مراعات کا اعلان کیا گیا۔ صنعتی شعبے — [359, 928, 525, 1294]
story-text: پانی کی فراہمی کے منصوبے کا افتتاح کیا گیا۔ پانی کی فراہمی کے منصوبے کا افتتاح کیا گیا۔ پانی کی فراہمی کے منصوبے کا افتتاح کیا گیا۔ پانی کی فراہمی کے منصوبے کا افتتاح کیا گیا۔ پانی کی فراہمی کے منصوبے کا افتتاح کیا گیا۔ پانی کی فراہمی کے منصوبے کا افتتاح کیا گیا۔ پانی کی فراہمی کے منصوبے کا افتتاح کیا گیا۔ پانی کی فراہمی کے منصوبے کا افتتاح کیا گیا۔ پانی کی فراہمی کے منصوبے کا افتتاح کیا گیا۔ پانی کی فراہمی کے منصوبے کا افتتاح کیا گیا۔ پانی کی فراہمی کے منصوبے کا افتتاح کیا گیا۔ — [183, 1290, 349, 1544]
continuation-label: بقیہ — [638, 1324, 700, 1348]
continuation-header — [712, 2117, 877, 2143]
story-number — [713, 1468, 814, 1492]
story-number-text: 19 — [966, 564, 991, 584]
story-number — [1242, 1580, 1343, 1604]
continuation-header — [6, 39, 172, 65]
story-number-text: 31 — [790, 1129, 815, 1149]
continuation-label: بقیہ — [638, 40, 700, 64]
story-number — [1066, 40, 1167, 64]
story-text: سینیٹ اجلاس میں مختلف قراردادیں منظور کی گئیں، اراکین نے ملکی صورتحال پر تفصیلی بحث کی اور حکومت کو تجاویز پیش کیں۔ چیئرمین سینیٹ نے اجلاس ملتوی کر دیا۔ سینیٹ اجلاس میں مختلف قراردادیں منظور کی گئیں، اراکین نے ملکی صورتحال پر تفصیلی بحث کی اور حکومت کو تجاویز پیش کیں۔ چیئرمین سینیٹ نے اجلاس ملتوی کر دیا۔ سینیٹ اجلاس میں مختلف قراردادیں منظور کی گئیں، اراکین نے ملکی صورتحال پر تفصیلی بحث کی اور حکومت کو تجاویز پیش کیں۔ چیئرمین سینیٹ نے اجلاس ملتوی کر دیا۔ سینیٹ اجلاس میں مختلف قراردادیں منظور کی گئیں، اراکین نے ملکی صورتحال پر تفصیلی بحث کی اور حکومت کو تجاویز پیش کیں۔ چیئرمین سینیٹ نے اجلاس ملتوی کر دیا۔ — [712, 70, 878, 420]
story — [1241, 1254, 1406, 1572]
continuation-label: بقیہ — [286, 1553, 348, 1577]
